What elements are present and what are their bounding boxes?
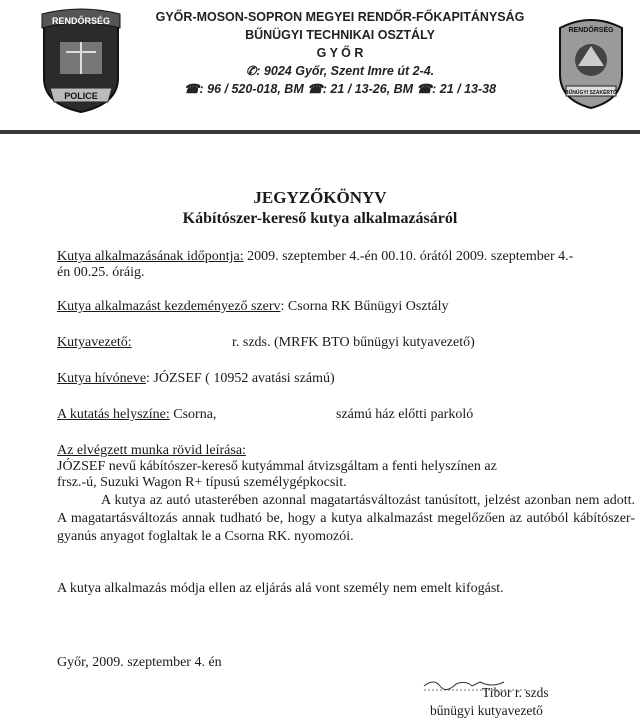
place-value-cont: számú ház előtti parkoló — [336, 407, 474, 422]
dog-label: Kutya hívóneve — [57, 371, 147, 386]
left-badge-top-text: RENDŐRSÉG — [51, 16, 111, 26]
dog-field — [57, 370, 335, 388]
place-field — [57, 406, 216, 424]
left-badge-bottom-text: POLICE — [64, 91, 98, 101]
place-value: Csorna, — [169, 407, 217, 422]
signer-role: bűnügyi kutyavezető — [430, 703, 543, 718]
summary-line2: frsz.-ú, Suzuki Wagon R+ típusú személygépkocsit. — [57, 475, 347, 490]
letterhead-text — [140, 8, 540, 98]
handler-field — [57, 334, 132, 352]
forensic-badge-right-icon — [556, 10, 626, 110]
signer-name: Tibor r. szds — [482, 685, 549, 700]
org-phones: ☎: 96 / 520-018, BM ☎: 21 / 13-26, BM ☎: 21 / 13-38 — [183, 82, 497, 96]
summary-line1: JÓZSEF nevű kábítószer-kereső kutyámmal átvizsgáltam a fenti helyszínen az — [57, 459, 497, 474]
summary-paragraph: A kutya az autó utasterében azonnal magatartásváltozást tanúsított, jelzést azonban nem adott. A magatartásváltozás annak tudható be, hogy a kutya alkalmazást megelőzően az autóból kábítószer-gyanús anyagot foglaltak le a Csorna RK. nyomozói. — [57, 493, 635, 544]
org-address: ✆: 9024 Győr, Szent Imre út 2-4. — [245, 64, 435, 78]
signature-block — [420, 672, 620, 722]
right-badge-bottom-text: BŰNÜGYI SZAKÉRTŐ — [565, 90, 617, 96]
header-divider — [0, 130, 640, 134]
org-city: G Y Ő R — [316, 46, 364, 60]
org-department: BŰNÜGYI TECHNIKAI OSZTÁLY — [245, 28, 435, 42]
time-label: Kutya alkalmazásának időpontja: — [57, 249, 244, 264]
summary-label: Az elvégzett munka rövid leírása: — [57, 443, 246, 458]
place-label: A kutatás helyszíne: — [57, 407, 170, 422]
initiator-field — [57, 298, 449, 316]
document-subtitle: Kábítószer-kereső kutya alkalmazásáról — [182, 210, 458, 227]
org-name: GYŐR-MOSON-SOPRON MEGYEI RENDŐR-FŐKAPITÁNYSÁG — [155, 10, 525, 24]
letterhead — [0, 0, 640, 130]
date-place: Győr, 2009. szeptember 4. én — [57, 655, 222, 670]
time-value-cont: én 00.25. óráig. — [57, 265, 145, 280]
police-badge-left-icon — [38, 8, 124, 114]
handler-value: r. szds. (MRFK BTO bűnügyi kutyavezető) — [232, 335, 475, 350]
dog-value: : JÓZSEF ( 10952 avatási számú) — [146, 371, 335, 386]
handler-label: Kutyavezető: — [57, 335, 132, 350]
time-value: 2009. szeptember 4.-én 00.10. órától 2009. szeptember 4.- — [243, 249, 574, 264]
initiator-value: : Csorna RK Bűnügyi Osztály — [280, 299, 449, 314]
objection-statement: A kutya alkalmazás módja ellen az eljárás alá vont személy nem emelt kifogást. — [57, 581, 504, 596]
initiator-label: Kutya alkalmazást kezdeményező szerv — [57, 299, 281, 314]
document-title: JEGYZŐKÖNYV — [253, 188, 387, 207]
right-badge-top-text: RENDŐRSÉG — [568, 27, 614, 34]
